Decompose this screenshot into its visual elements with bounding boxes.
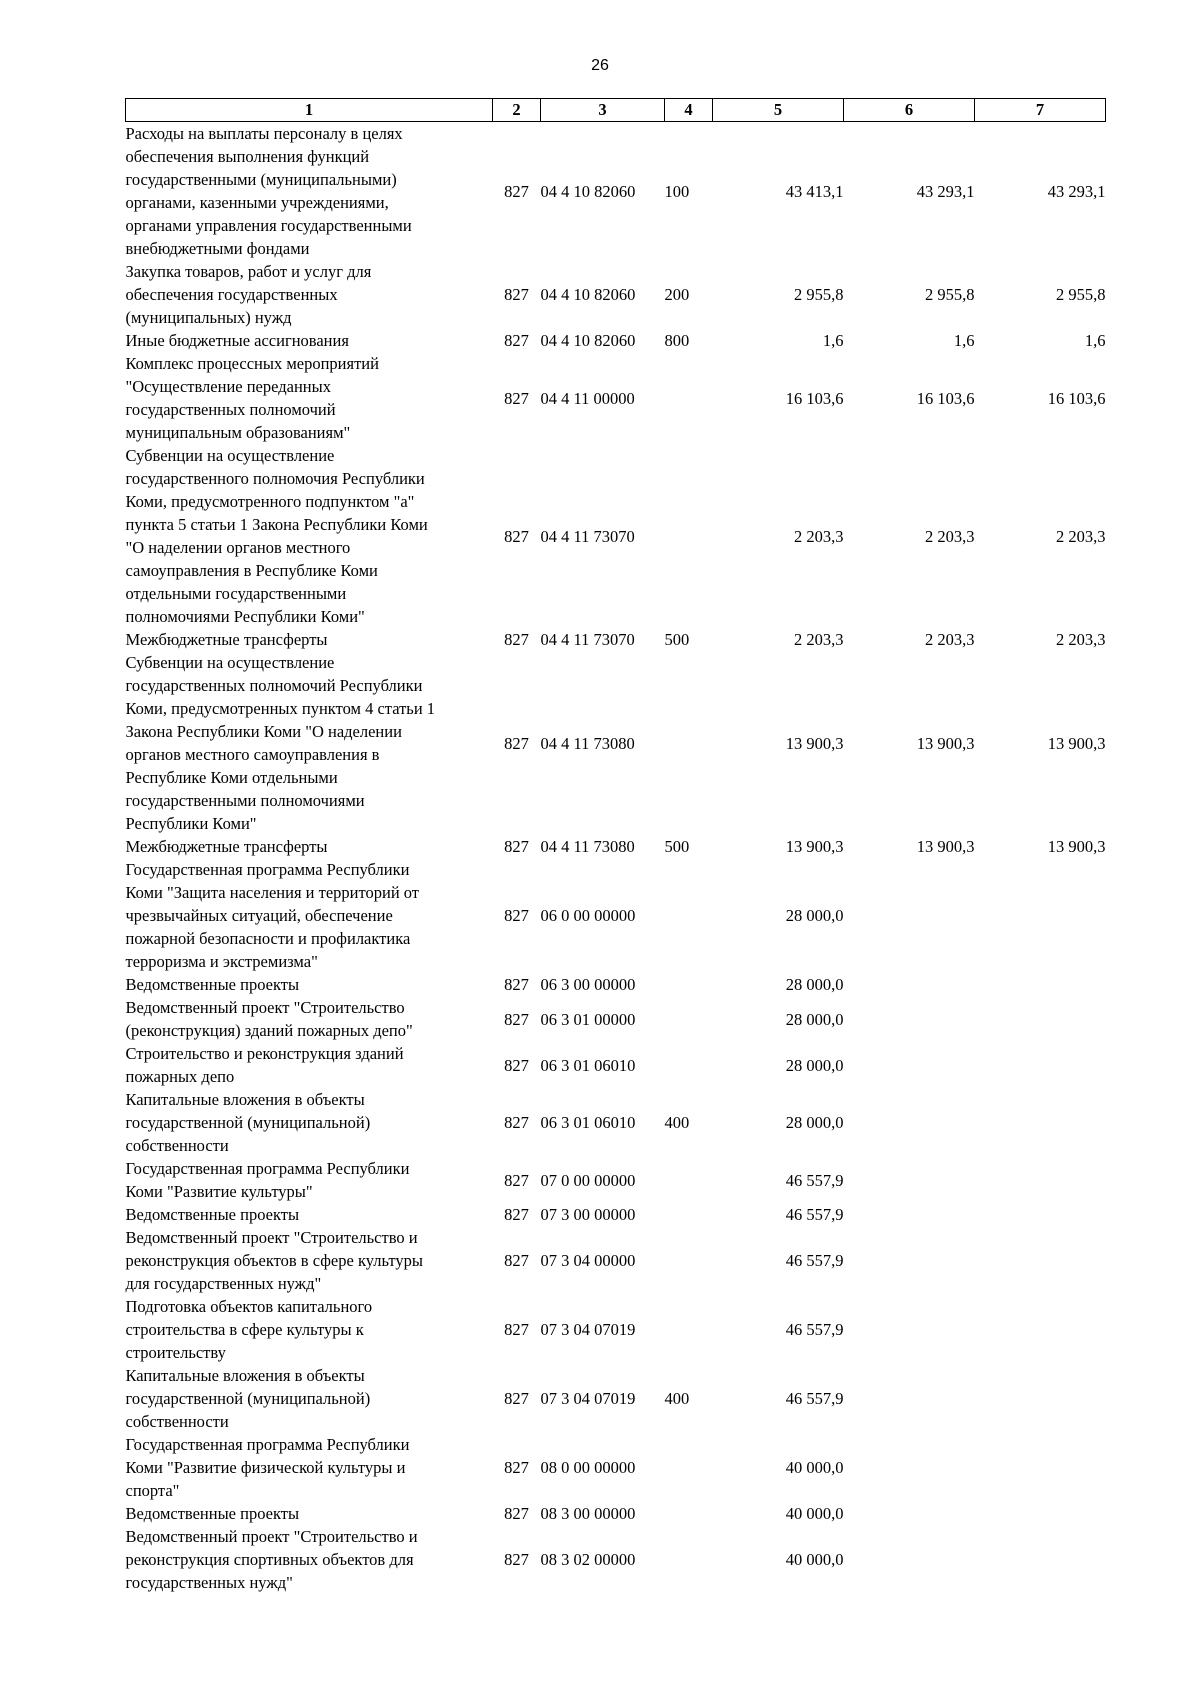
expense-type-cell	[665, 1502, 713, 1525]
row-description	[126, 1042, 493, 1088]
expense-type-cell	[665, 1226, 713, 1295]
amount-col6-cell	[844, 1157, 975, 1203]
amount-col7-cell	[975, 1364, 1106, 1433]
admin-code-cell: 827	[504, 733, 529, 753]
amount-col5-cell: 13 900,3	[785, 733, 844, 753]
row-description	[126, 1364, 493, 1433]
amount-col5-cell: 28 000,0	[785, 1009, 844, 1029]
description-line: Межбюджетные трансферты	[125, 630, 328, 649]
admin-code-cell: 827	[504, 1458, 529, 1477]
description-line: Закупка товаров, работ и услуг для	[125, 262, 372, 281]
description-line: государственных полномочий Республики	[125, 676, 423, 695]
target-article-cell: 06 3 01 06010	[540, 1113, 636, 1132]
amount-col6-cell: 2 203,3	[925, 630, 975, 649]
amount-col5-cell: 28 000,0	[785, 1113, 844, 1132]
row-description	[126, 260, 493, 329]
amount-col5-cell: 2 955,8	[794, 285, 844, 304]
expense-type-cell	[665, 1157, 713, 1203]
target-article-cell: 04 4 11 73080	[540, 837, 635, 856]
admin-code-cell: 827	[504, 1205, 529, 1224]
target-article-cell: 04 4 11 73070	[540, 630, 635, 649]
expense-type-cell: 800	[664, 331, 690, 350]
admin-code-cell: 827	[504, 1113, 529, 1132]
table-row	[126, 1042, 1106, 1088]
description-line: Коми, предусмотренных пунктом 4 статьи 1	[125, 699, 436, 718]
description-line: строительства в сфере культуры к	[125, 1320, 364, 1339]
description-line: Государственная программа Республики	[125, 1159, 410, 1178]
amount-col6-cell	[844, 1042, 975, 1088]
amount-col6-cell: 43 293,1	[916, 181, 975, 201]
amount-col6-cell: 2 203,3	[925, 526, 975, 546]
description-line: органами, казенными учреждениями,	[125, 193, 389, 212]
expense-type-cell: 500	[664, 837, 690, 856]
row-description	[126, 858, 493, 973]
amount-col6-cell	[844, 1364, 975, 1433]
amount-col7-cell	[975, 1203, 1106, 1226]
amount-col5-cell: 13 900,3	[785, 837, 844, 856]
column-header-4: 4	[665, 99, 713, 122]
description-line: "Осуществление переданных	[125, 377, 331, 396]
expense-type-cell: 200	[664, 285, 690, 304]
description-line: Подготовка объектов капитального	[125, 1297, 373, 1316]
column-header-3: 3	[541, 99, 665, 122]
row-description	[126, 1088, 493, 1157]
description-line: Республики Коми"	[125, 814, 257, 833]
expense-type-cell	[665, 444, 713, 628]
row-description	[126, 444, 493, 628]
amount-col5-cell: 28 000,0	[785, 1055, 844, 1075]
row-description	[126, 973, 493, 996]
description-line: самоуправления в Республике Коми	[125, 561, 378, 580]
table-row	[126, 1525, 1106, 1594]
expense-type-cell	[665, 1295, 713, 1364]
amount-col5-cell: 40 000,0	[785, 1458, 844, 1477]
description-line: Закона Республики Коми "О наделении	[125, 722, 402, 741]
row-description	[126, 996, 493, 1042]
amount-col5-cell: 46 557,9	[785, 1170, 844, 1190]
table-row	[126, 329, 1106, 352]
description-line: для государственных нужд"	[125, 1274, 322, 1293]
amount-col5-cell: 2 203,3	[794, 630, 844, 649]
description-line: Ведомственные проекты	[125, 1205, 300, 1224]
table-row	[126, 1502, 1106, 1525]
amount-col7-cell: 16 103,6	[1047, 388, 1106, 408]
column-header-1: 1	[126, 99, 493, 122]
description-line: Государственная программа Республики	[125, 860, 410, 879]
table-row	[126, 352, 1106, 444]
table-row	[126, 628, 1106, 651]
table-row	[126, 1433, 1106, 1502]
column-header-7: 7	[975, 99, 1106, 122]
table-row	[126, 996, 1106, 1042]
amount-col7-cell: 2 203,3	[1056, 526, 1106, 546]
target-article-cell: 07 3 04 00000	[540, 1251, 636, 1270]
admin-code-cell: 827	[504, 906, 529, 925]
admin-code-cell: 827	[504, 285, 529, 304]
description-line: государственных нужд"	[125, 1573, 293, 1592]
row-description	[126, 352, 493, 444]
admin-code-cell: 827	[504, 975, 529, 994]
description-line: Расходы на выплаты персоналу в целях	[125, 124, 403, 143]
target-article-cell: 06 3 00 00000	[540, 975, 636, 994]
admin-code-cell: 827	[504, 1251, 529, 1270]
description-line: чрезвычайных ситуаций, обеспечение	[125, 906, 393, 925]
row-description	[126, 329, 493, 352]
description-line: Ведомственный проект "Строительство и	[125, 1527, 418, 1546]
admin-code-cell: 827	[504, 1009, 529, 1029]
amount-col7-cell	[975, 1525, 1106, 1594]
amount-col5-cell: 46 557,9	[785, 1389, 844, 1408]
amount-col6-cell: 1,6	[953, 331, 975, 350]
row-description	[126, 1525, 493, 1594]
row-description	[126, 1203, 493, 1226]
amount-col6-cell	[844, 1295, 975, 1364]
amount-col5-cell: 46 557,9	[785, 1251, 844, 1270]
amount-col7-cell	[975, 973, 1106, 996]
amount-col5-cell: 2 203,3	[794, 526, 844, 546]
expense-type-cell	[665, 1433, 713, 1502]
row-description	[126, 651, 493, 835]
header-row	[126, 99, 1106, 122]
description-line: государственного полномочия Республики	[125, 469, 425, 488]
admin-code-cell: 827	[504, 388, 529, 408]
admin-code-cell: 827	[504, 837, 529, 856]
amount-col6-cell	[844, 1502, 975, 1525]
amount-col6-cell	[844, 1088, 975, 1157]
expense-type-cell	[665, 858, 713, 973]
expense-type-cell	[665, 651, 713, 835]
target-article-cell: 06 3 01 00000	[540, 1009, 636, 1029]
amount-col7-cell: 13 900,3	[1047, 733, 1106, 753]
amount-col5-cell: 43 413,1	[785, 181, 844, 201]
target-article-cell: 07 0 00 00000	[540, 1170, 636, 1190]
description-line: (реконструкция) зданий пожарных депо"	[125, 1021, 413, 1040]
expense-type-cell: 500	[664, 630, 690, 649]
description-line: полномочиями Республики Коми"	[125, 607, 365, 626]
table-row	[126, 1226, 1106, 1295]
description-line: терроризма и экстремизма"	[125, 952, 318, 971]
amount-col7-cell: 13 900,3	[1047, 837, 1106, 856]
description-line: Государственная программа Республики	[125, 1435, 410, 1454]
description-line: Субвенции на осуществление	[125, 653, 335, 672]
amount-col7-cell: 2 955,8	[1056, 285, 1106, 304]
amount-col6-cell: 2 955,8	[925, 285, 975, 304]
admin-code-cell: 827	[504, 1550, 529, 1569]
description-line: государственных полномочий	[125, 400, 336, 419]
table-row	[126, 1157, 1106, 1203]
description-line: государственной (муниципальной)	[125, 1389, 371, 1408]
amount-col6-cell	[844, 1226, 975, 1295]
amount-col7-cell	[975, 1433, 1106, 1502]
amount-col7-cell	[975, 996, 1106, 1042]
table-row	[126, 1364, 1106, 1433]
target-article-cell: 04 4 11 73070	[540, 526, 635, 546]
amount-col6-cell: 13 900,3	[916, 837, 975, 856]
description-line: Межбюджетные трансферты	[125, 837, 328, 856]
table-row	[126, 835, 1106, 858]
target-article-cell: 06 3 01 06010	[540, 1055, 636, 1075]
amount-col6-cell	[844, 1433, 975, 1502]
amount-col5-cell: 46 557,9	[785, 1205, 844, 1224]
amount-col7-cell: 2 203,3	[1056, 630, 1106, 649]
table-row	[126, 1088, 1106, 1157]
row-description	[126, 1226, 493, 1295]
target-article-cell: 04 4 10 82060	[540, 285, 636, 304]
amount-col5-cell: 40 000,0	[785, 1550, 844, 1569]
table-row	[126, 444, 1106, 628]
target-article-cell: 07 3 04 07019	[540, 1320, 636, 1339]
description-line: обеспечения выполнения функций	[125, 147, 370, 166]
description-line: органов местного самоуправления в	[125, 745, 380, 764]
table-row	[126, 1295, 1106, 1364]
description-line: Ведомственные проекты	[125, 1504, 300, 1523]
description-line: реконструкция объектов в сфере культуры	[125, 1251, 423, 1270]
description-line: пункта 5 статьи 1 Закона Республики Коми	[125, 515, 428, 534]
target-article-cell: 08 3 02 00000	[540, 1550, 636, 1569]
column-header-2: 2	[493, 99, 541, 122]
expense-type-cell: 400	[664, 1113, 690, 1132]
amount-col5-cell: 28 000,0	[785, 906, 844, 925]
expense-type-cell: 400	[664, 1389, 690, 1408]
amount-col7-cell	[975, 1226, 1106, 1295]
table-row	[126, 973, 1106, 996]
row-description	[126, 1502, 493, 1525]
description-line: Коми, предусмотренного подпунктом "а"	[125, 492, 415, 511]
amount-col6-cell	[844, 1203, 975, 1226]
description-line: Коми "Развитие культуры"	[125, 1182, 313, 1201]
budget-table	[125, 98, 1106, 1594]
target-article-cell: 08 3 00 00000	[540, 1504, 636, 1523]
admin-code-cell: 827	[504, 630, 529, 649]
description-line: Иные бюджетные ассигнования	[125, 331, 349, 350]
description-line: Ведомственный проект "Строительство и	[125, 1228, 418, 1247]
description-line: Капитальные вложения в объекты	[125, 1090, 365, 1109]
admin-code-cell: 827	[504, 1389, 529, 1408]
amount-col6-cell: 13 900,3	[916, 733, 975, 753]
amount-col6-cell	[844, 858, 975, 973]
admin-code-cell: 827	[504, 1320, 529, 1339]
description-line: Коми "Развитие физической культуры и	[125, 1458, 406, 1477]
description-line: отдельными государственными	[125, 584, 347, 603]
admin-code-cell: 827	[504, 181, 529, 201]
description-line: собственности	[125, 1412, 229, 1431]
admin-code-cell: 827	[504, 1055, 529, 1075]
description-line: Комплекс процессных мероприятий	[125, 354, 379, 373]
table-row	[126, 651, 1106, 835]
description-line: Ведомственный проект "Строительство	[125, 998, 405, 1017]
admin-code-cell: 827	[504, 526, 529, 546]
description-line: Субвенции на осуществление	[125, 446, 335, 465]
description-line: реконструкция спортивных объектов для	[125, 1550, 414, 1569]
description-line: строительству	[125, 1343, 226, 1362]
amount-col7-cell	[975, 1502, 1106, 1525]
description-line: обеспечения государственных	[125, 285, 338, 304]
description-line: государственными полномочиями	[125, 791, 365, 810]
column-header-5: 5	[713, 99, 844, 122]
table-row	[126, 1203, 1106, 1226]
description-line: государственной (муниципальной)	[125, 1113, 371, 1132]
table-body	[126, 122, 1106, 1595]
row-description	[126, 628, 493, 651]
table-row	[126, 260, 1106, 329]
amount-col6-cell: 16 103,6	[916, 388, 975, 408]
description-line: государственными (муниципальными)	[125, 170, 397, 189]
row-description	[126, 1157, 493, 1203]
description-line: спорта"	[125, 1481, 180, 1500]
amount-col6-cell	[844, 1525, 975, 1594]
page-number: 26	[591, 57, 609, 74]
amount-col6-cell	[844, 996, 975, 1042]
description-line: пожарных депо	[125, 1067, 235, 1086]
target-article-cell: 04 4 10 82060	[540, 181, 636, 201]
amount-col7-cell: 1,6	[1084, 331, 1106, 350]
description-line: пожарной безопасности и профилактика	[125, 929, 411, 948]
expense-type-cell	[665, 996, 713, 1042]
admin-code-cell: 827	[504, 1170, 529, 1190]
description-line: органами управления государственными	[125, 216, 412, 235]
amount-col7-cell	[975, 1088, 1106, 1157]
target-article-cell: 08 0 00 00000	[540, 1458, 636, 1477]
description-line: "О наделении органов местного	[125, 538, 351, 557]
description-line: Строительство и реконструкция зданий	[125, 1044, 404, 1063]
expense-type-cell: 100	[664, 181, 690, 201]
target-article-cell: 07 3 04 07019	[540, 1389, 636, 1408]
target-article-cell: 04 4 10 82060	[540, 331, 636, 350]
amount-col5-cell: 16 103,6	[785, 388, 844, 408]
description-line: муниципальным образованиям"	[125, 423, 351, 442]
target-article-cell: 06 0 00 00000	[540, 906, 636, 925]
expense-type-cell	[665, 1042, 713, 1088]
row-description	[126, 1295, 493, 1364]
description-line: собственности	[125, 1136, 229, 1155]
description-line: (муниципальных) нужд	[125, 308, 292, 327]
admin-code-cell: 827	[504, 1504, 529, 1523]
amount-col5-cell: 46 557,9	[785, 1320, 844, 1339]
amount-col7-cell	[975, 858, 1106, 973]
expense-type-cell	[665, 1203, 713, 1226]
target-article-cell: 04 4 11 73080	[540, 733, 635, 753]
row-description	[126, 1433, 493, 1502]
description-line: Ведомственные проекты	[125, 975, 300, 994]
description-line: Коми "Защита населения и территорий от	[125, 883, 420, 902]
amount-col5-cell: 28 000,0	[785, 975, 844, 994]
amount-col6-cell	[844, 973, 975, 996]
amount-col7-cell	[975, 1042, 1106, 1088]
row-description	[126, 122, 493, 261]
row-description	[126, 835, 493, 858]
description-line: Капитальные вложения в объекты	[125, 1366, 365, 1385]
table-row	[126, 858, 1106, 973]
amount-col7-cell	[975, 1295, 1106, 1364]
amount-col7-cell	[975, 1157, 1106, 1203]
amount-col7-cell: 43 293,1	[1047, 181, 1106, 201]
target-article-cell: 07 3 00 00000	[540, 1205, 636, 1224]
admin-code-cell: 827	[504, 331, 529, 350]
description-line: внебюджетными фондами	[125, 239, 310, 258]
expense-type-cell	[665, 1525, 713, 1594]
description-line: Республике Коми отдельными	[125, 768, 338, 787]
expense-type-cell	[665, 973, 713, 996]
target-article-cell: 04 4 11 00000	[540, 388, 635, 408]
amount-col5-cell: 40 000,0	[785, 1504, 844, 1523]
table-row	[126, 122, 1106, 261]
column-header-6: 6	[844, 99, 975, 122]
amount-col5-cell: 1,6	[822, 331, 844, 350]
expense-type-cell	[665, 352, 713, 444]
